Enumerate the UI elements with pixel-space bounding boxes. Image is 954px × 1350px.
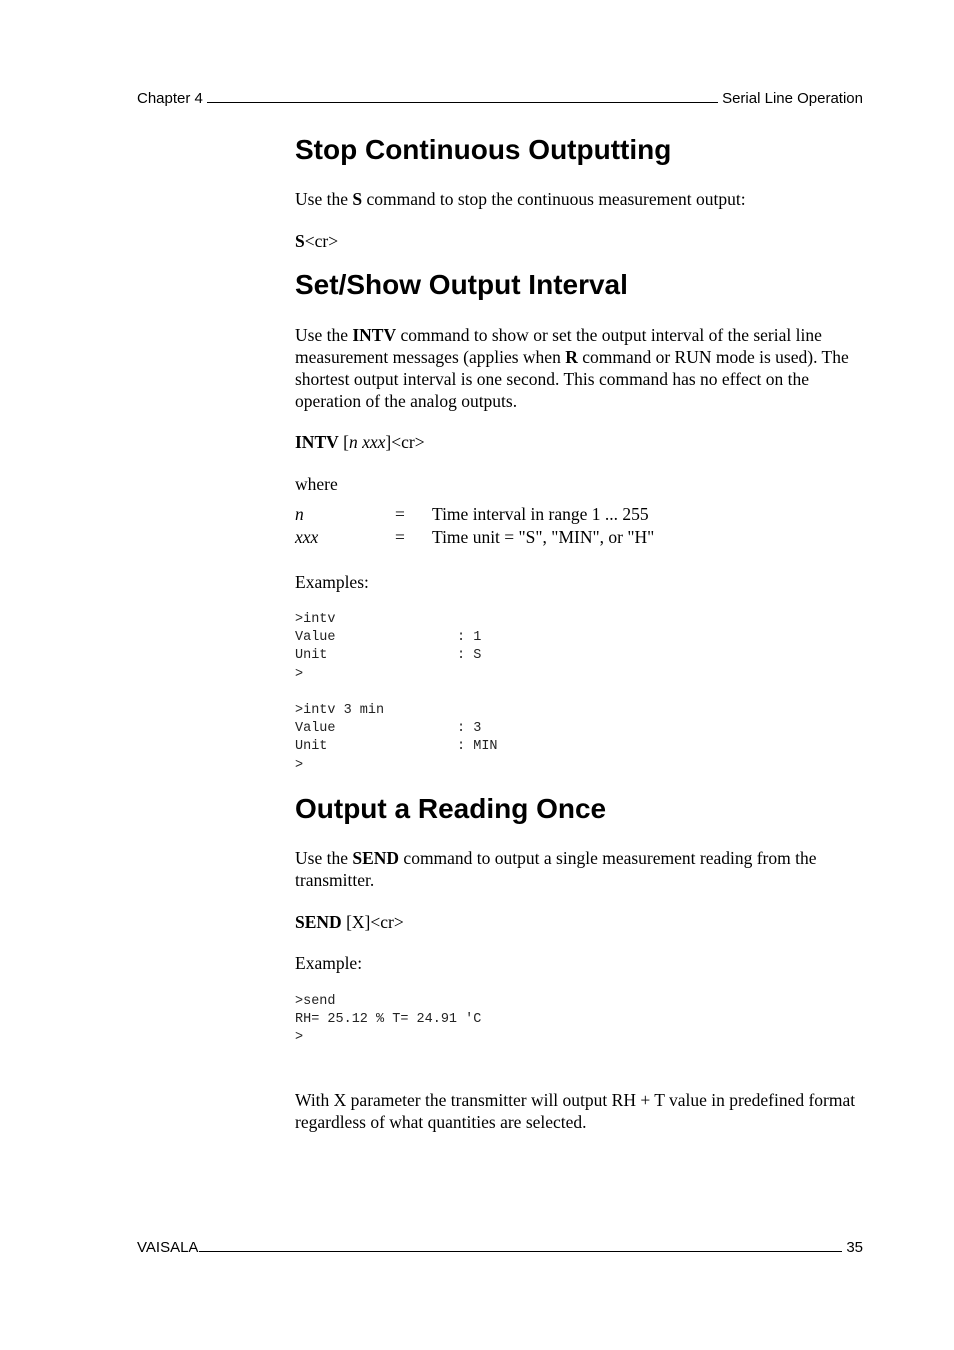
- where-label: where: [295, 474, 338, 494]
- command-name: S: [352, 189, 363, 209]
- syntax-bracket: [: [338, 432, 349, 452]
- stop-description: [295, 188, 863, 210]
- heading-output-reading-once: Output a Reading Once: [295, 793, 607, 824]
- page-footer: [137, 1239, 863, 1257]
- syntax-args: <cr>: [304, 231, 339, 251]
- text: command to output a single measurement reading from the transmitter.: [295, 848, 817, 890]
- text: command to show or set the output interval of the serial line measurement messages (applies when: [295, 325, 822, 367]
- send-description: [295, 847, 863, 891]
- examples-label: Examples:: [295, 572, 369, 592]
- parameter-row: [295, 526, 654, 549]
- command-name: SEND: [295, 912, 342, 932]
- text: command or RUN mode is used). The shortest output interval is one second. This command has no effect on the operation of the analog outputs.: [295, 347, 849, 411]
- intv-syntax: [295, 431, 863, 453]
- parameter-row: [295, 503, 654, 526]
- parameter-description: Time unit = "S", "MIN", or "H": [432, 527, 655, 547]
- page-header: [137, 90, 863, 108]
- chapter-label: Chapter 4: [137, 90, 203, 107]
- text: Use the: [295, 848, 353, 868]
- heading-output-interval: Set/Show Output Interval: [295, 269, 628, 300]
- heading-stop-continuous: Stop Continuous Outputting: [295, 134, 672, 165]
- parameter-list: [295, 503, 654, 549]
- send-syntax: [295, 911, 863, 933]
- code-example-send: >send RH= 25.12 % T= 24.91 'C >: [295, 994, 482, 1046]
- parameter-description: Time interval in range 1 ... 255: [432, 504, 649, 524]
- parameter-equals: =: [395, 504, 405, 524]
- code-example-intv-3-min: >intv 3 min Value : 3 Unit : MIN >: [295, 703, 498, 773]
- company-name: VAISALA: [137, 1239, 199, 1256]
- section-title: Serial Line Operation: [722, 90, 863, 107]
- command-name: S: [295, 231, 305, 251]
- parameter-term: n: [295, 504, 304, 524]
- stop-syntax: [295, 230, 863, 252]
- text: command to stop the continuous measurement output:: [362, 189, 746, 209]
- syntax-args: n xxx: [348, 432, 386, 452]
- command-name: R: [565, 347, 578, 367]
- command-name: SEND: [352, 848, 400, 868]
- example-label: Example:: [295, 953, 363, 973]
- code-example-intv: >intv Value : 1 Unit : S >: [295, 612, 482, 682]
- parameter-term: xxx: [295, 527, 319, 547]
- command-name: INTV: [352, 325, 397, 345]
- syntax-bracket: ]<cr>: [385, 432, 425, 452]
- footer-rule: [199, 1239, 842, 1252]
- page-number: 35: [846, 1239, 863, 1256]
- send-x-parameter-note: With X parameter the transmitter will output RH + T value in predefined format regardless of what quantities are selected.: [295, 1090, 856, 1132]
- syntax-args: [X]<cr>: [341, 912, 404, 932]
- text: Use the: [295, 189, 353, 209]
- command-name: INTV: [295, 432, 339, 452]
- header-rule: [207, 90, 718, 103]
- intv-description: [295, 324, 863, 412]
- parameter-equals: =: [395, 527, 405, 547]
- text: Use the: [295, 325, 353, 345]
